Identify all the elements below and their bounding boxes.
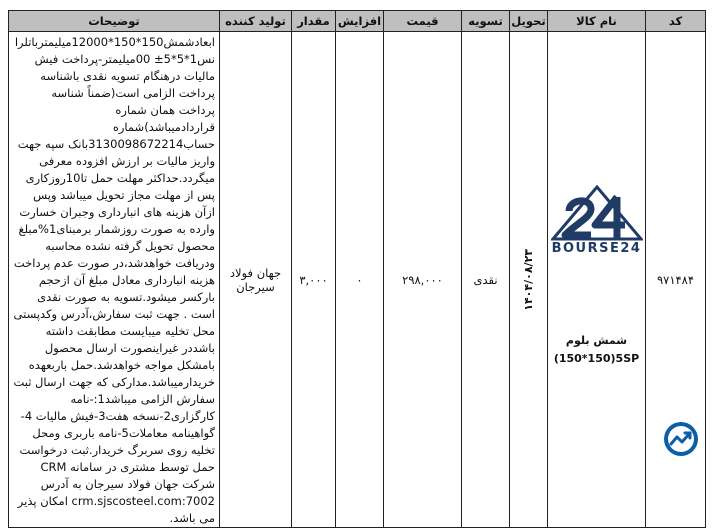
- header-code: کد: [646, 11, 706, 32]
- header-price: قیمت: [384, 11, 462, 32]
- header-row: [9, 11, 706, 32]
- header-delivery: تحویل: [510, 11, 548, 32]
- producer-line2: سیرجان: [236, 279, 275, 294]
- producer-line1: جهان فولاد: [229, 265, 282, 280]
- cell-increase: ۰: [336, 32, 384, 528]
- product-name-line2: (150*150)5SP: [553, 352, 640, 365]
- header-quantity: مقدار: [292, 11, 336, 32]
- product-name-line1: شمش بلوم: [565, 334, 628, 347]
- cell-description: ابعادشمش150*150*12000میلیمترباتلرانس1*5*5± 00میلیمتر-پرداخت فیش مالیات درهنگام تسویه نقدی باشناسه پرداخت الزامی است(ضمناً شناسه پرداخت همان شماره قراردادمیباشد)شماره حساب3130098672214بانک سپه جهت واریز مالیات بر ارزش افزوده معرفی میگردد.حداکثر مهلت حمل تا10روزکاری پس از مهلت مجاز تحویل میباشد وپس ازآن هزینه های انبارداری وجبران خسارت وارده به صورت روزشمار برمبنای1%مبلغ محصول تحویل گرفته نشده محاسبه ودریافت خواهدشد،در صورت عدم پرداخت هزینه انبارداری معادل مبلغ آن ازحجم بارکسر میشود.تسویه به صورت نقدی است . جهت ثبت سفارش،آدرس وکدپستی محل تخلیه میبایست مطابقت داشته باشددر غیراینصورت ارسال محصول بامشکل مواجه خواهدشد.حمل باربعهده خریدارمیباشد.مدارکی که جهت ارسال ثبت سفارش الزامی میباشد1:-نامه کارگزاری2-نسخه هفت3-فیش مالیات 4-گواهینامه معاملات5-نامه باربری ومحل تخلیه روی سربرگ خریدار.ثبت درخواست حمل توسط مشتری در سامانه CRM شرکت جهان فولاد سیرجان به آدرس crm.sjscosteel.com:7002 امکان پذیر می باشد.: [9, 32, 220, 528]
- cell-code: ۹۷۱۴۸۴: [646, 32, 706, 528]
- product-name: [548, 332, 645, 368]
- header-increase: افزایش: [336, 11, 384, 32]
- cell-price: ۲۹۸,۰۰۰: [384, 32, 462, 528]
- header-product: نام کالا: [548, 11, 646, 32]
- cell-delivery: [510, 32, 548, 528]
- trend-chart-icon: [662, 420, 700, 458]
- header-settlement: تسویه: [462, 11, 510, 32]
- logo-text: BOURSE24: [551, 241, 642, 256]
- market-table: [8, 10, 706, 528]
- delivery-date: ۱۴۰۴/۰۸/۲۳: [522, 248, 535, 311]
- cell-settlement: نقدی: [462, 32, 510, 528]
- bourse24-logo: [548, 185, 645, 256]
- cell-product: [548, 32, 646, 528]
- header-description: توضیحات: [9, 11, 220, 32]
- cell-quantity: ۳,۰۰۰: [292, 32, 336, 528]
- bourse24-logo-icon: [551, 185, 643, 243]
- cell-producer: [220, 32, 292, 528]
- table-row: [9, 32, 706, 528]
- header-producer: تولید کننده: [220, 11, 292, 32]
